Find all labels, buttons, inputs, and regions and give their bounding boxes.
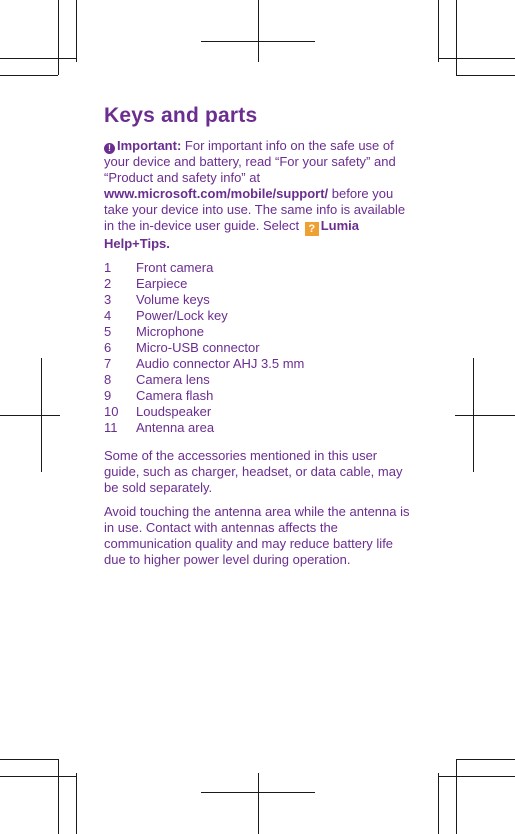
- list-item: [104, 404, 414, 420]
- crop-mark: [438, 776, 515, 777]
- list-item: [104, 260, 414, 276]
- important-text-2: before you take your device into use. The same info is available in the in-device user guide. Select: [104, 186, 406, 233]
- crop-mark: [0, 776, 76, 777]
- registration-mark: [0, 415, 60, 416]
- registration-mark: [258, 773, 259, 834]
- antenna-paragraph: Avoid touching the antenna area while the antenna is in use. Contact with antennas affects the communication quality and may reduce battery life due to higher power level during operation.: [104, 504, 410, 567]
- crop-mark: [456, 759, 515, 760]
- crop-mark: [76, 773, 77, 834]
- item-number: 1: [104, 260, 112, 275]
- page-title: Keys and parts: [104, 104, 258, 127]
- crop-mark: [0, 58, 76, 59]
- item-number: 8: [104, 372, 112, 387]
- accessories-paragraph: Some of the accessories mentioned in this user guide, such as charger, headset, or data cable, may be sold separately.: [104, 448, 403, 495]
- crop-mark: [456, 75, 515, 76]
- item-label: Audio connector AHJ 3.5 mm: [136, 356, 305, 371]
- item-label: Antenna area: [136, 420, 215, 435]
- crop-mark: [438, 58, 515, 59]
- list-item: [104, 340, 414, 356]
- item-number: 9: [104, 388, 112, 403]
- crop-mark: [58, 0, 59, 75]
- crop-mark: [456, 759, 457, 834]
- list-item: [104, 308, 414, 324]
- list-item: [104, 324, 414, 340]
- item-label: Loudspeaker: [136, 404, 212, 419]
- item-label: Power/Lock key: [136, 308, 228, 323]
- item-number: 2: [104, 276, 112, 291]
- registration-mark: [455, 415, 515, 416]
- important-note: [104, 138, 414, 252]
- item-number: 11: [104, 420, 118, 435]
- item-number: 3: [104, 292, 112, 307]
- list-item: [104, 420, 414, 436]
- exclamation-circle-icon: !: [104, 143, 115, 154]
- crop-mark: [0, 759, 58, 760]
- crop-mark: [0, 75, 58, 76]
- crop-mark: [58, 759, 59, 834]
- important-text: For important info on the safe use of your device and battery, read “For your safety” and “Product and safety info” at: [104, 138, 396, 185]
- crop-mark: [76, 0, 77, 62]
- list-item: [104, 292, 414, 308]
- list-item: [104, 276, 414, 292]
- item-label: Microphone: [136, 324, 204, 339]
- important-label: Important:: [117, 138, 182, 153]
- question-square-icon: ?: [305, 222, 319, 236]
- item-number: 7: [104, 356, 112, 371]
- item-label: Camera flash: [136, 388, 214, 403]
- parts-list: [104, 260, 414, 436]
- crop-mark: [438, 0, 439, 62]
- item-label: Earpiece: [136, 276, 188, 291]
- list-item: [104, 372, 414, 388]
- list-item: [104, 356, 414, 372]
- crop-mark: [456, 0, 457, 75]
- item-number: 10: [104, 404, 119, 419]
- item-label: Front camera: [136, 260, 214, 275]
- app-name: Lumia Help+Tips.: [104, 218, 360, 251]
- item-number: 5: [104, 324, 112, 339]
- crop-mark: [438, 773, 439, 834]
- item-label: Volume keys: [136, 292, 210, 307]
- list-item: [104, 388, 414, 404]
- item-label: Micro-USB connector: [136, 340, 260, 355]
- item-label: Camera lens: [136, 372, 210, 387]
- page-content: [104, 104, 414, 576]
- registration-mark: [258, 0, 259, 62]
- item-number: 6: [104, 340, 112, 355]
- support-url: www.microsoft.com/mobile/support/: [104, 186, 329, 201]
- item-number: 4: [104, 308, 112, 323]
